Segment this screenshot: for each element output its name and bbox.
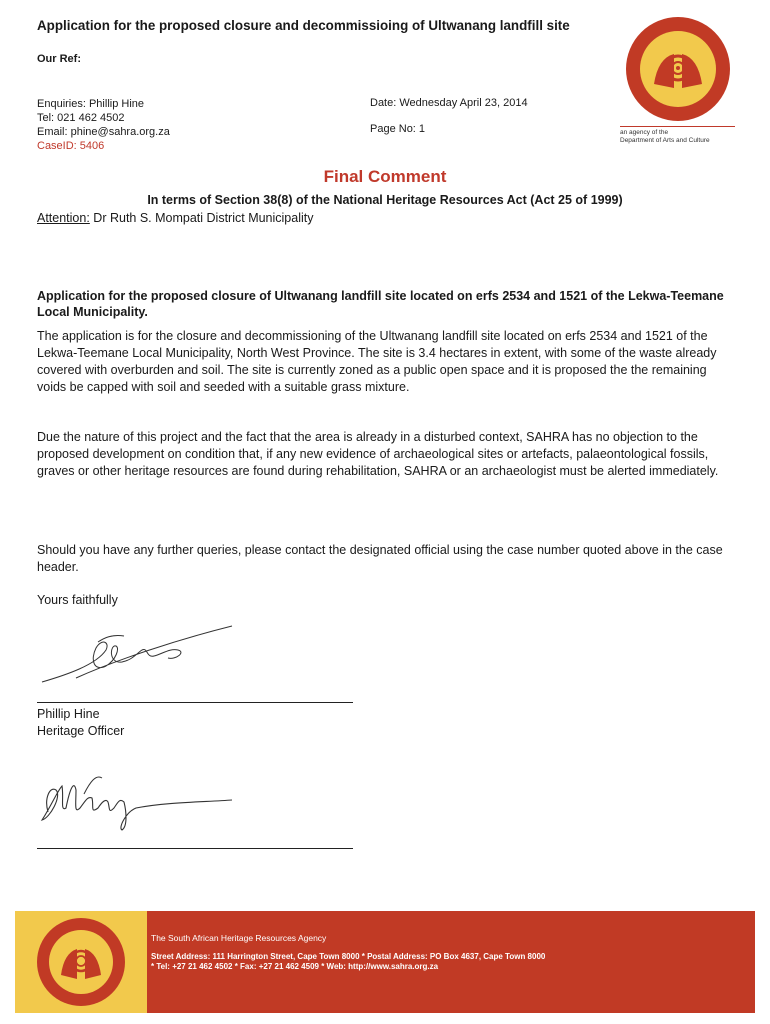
signature-phillip-hine [36,620,236,690]
signature-line-2 [37,848,353,849]
attention-value: Dr Ruth S. Mompati District Municipality [89,211,314,225]
signature-line-1 [37,702,353,703]
attention-line [37,211,314,225]
page-number: Page No: 1 [370,123,426,135]
footer-address: Street Address: 111 Harrington Street, Cape Town 8000 * Postal Address: PO Box 4637, Cape Town 8000 [151,952,546,961]
date-line: Date: Wednesday April 23, 2014 [370,97,528,109]
our-ref-label: Our Ref: [37,53,81,65]
enquiries-block [37,97,170,153]
footer-sahra-logo [15,911,147,1013]
footer-text-block [151,933,545,972]
signature-second [36,768,236,838]
footer-banner [15,911,755,1013]
signer-block [37,706,124,740]
sahra-logo [618,14,738,124]
tel-line: Tel: 021 462 4502 [37,112,125,124]
footer-contact: * Tel: +27 21 462 4502 * Fax: +27 21 462 4509 * Web: http://www.sahra.org.za [151,962,439,971]
signer-name: Phillip Hine [37,707,100,721]
agency-rule [620,126,735,127]
terms-line: In terms of Section 38(8) of the National Heritage Resources Act (Act 25 of 1999) [147,193,623,207]
footer-logo-panel [15,911,147,1013]
attention-label: Attention: [37,211,90,225]
agency-line-1: an agency of the [620,129,669,136]
paragraph-1: The application is for the closure and decommissioning of the Ultwanang landfill site located on erfs 2534 and 1521 of the Lekwa-Teemane Local Municipality, North West Province. The site is 3.4 hectares in extent, with some of the waste already covered with overburden and soil. The site is currently zoned as a public open space and it is proposed the the remaining voids be capped with soil and seeded with a suitable grass mixture. [37,329,717,394]
enquiries-line: Enquiries: Phillip Hine [37,98,144,110]
footer-org-name: The South African Heritage Resources Agency [151,933,327,943]
case-id: CaseID: 5406 [37,140,105,152]
final-comment-heading: Final Comment [323,167,447,186]
document-title: Application for the proposed closure and decommissioing of Ultwanang landfill site [37,18,570,33]
meta-block [370,97,528,135]
closing-line: Yours faithfully [37,593,118,607]
paragraph-2: Due the nature of this project and the fact that the area is already in a disturbed context, SAHRA has no objection to the proposed development on condition that, if any new evidence of archaeological sites or artefacts, palaeontological fossils, graves or other heritage resources are found during rehabilitation, SAHRA or an archaeologist must be alerted immediately. [37,430,719,478]
signer-role: Heritage Officer [37,724,125,738]
subject-heading: Application for the proposed closure of Ultwanang landfill site located on erfs 2534 and 1521 of the Lekwa-Teemane Local Municipality. [37,289,724,319]
email-line: Email: phine@sahra.org.za [37,126,170,138]
agency-caption [620,126,735,145]
agency-line-2: Department of Arts and Culture [620,137,710,144]
paragraph-3: Should you have any further queries, please contact the designated official using the case number quoted above in the case header. [37,543,723,574]
